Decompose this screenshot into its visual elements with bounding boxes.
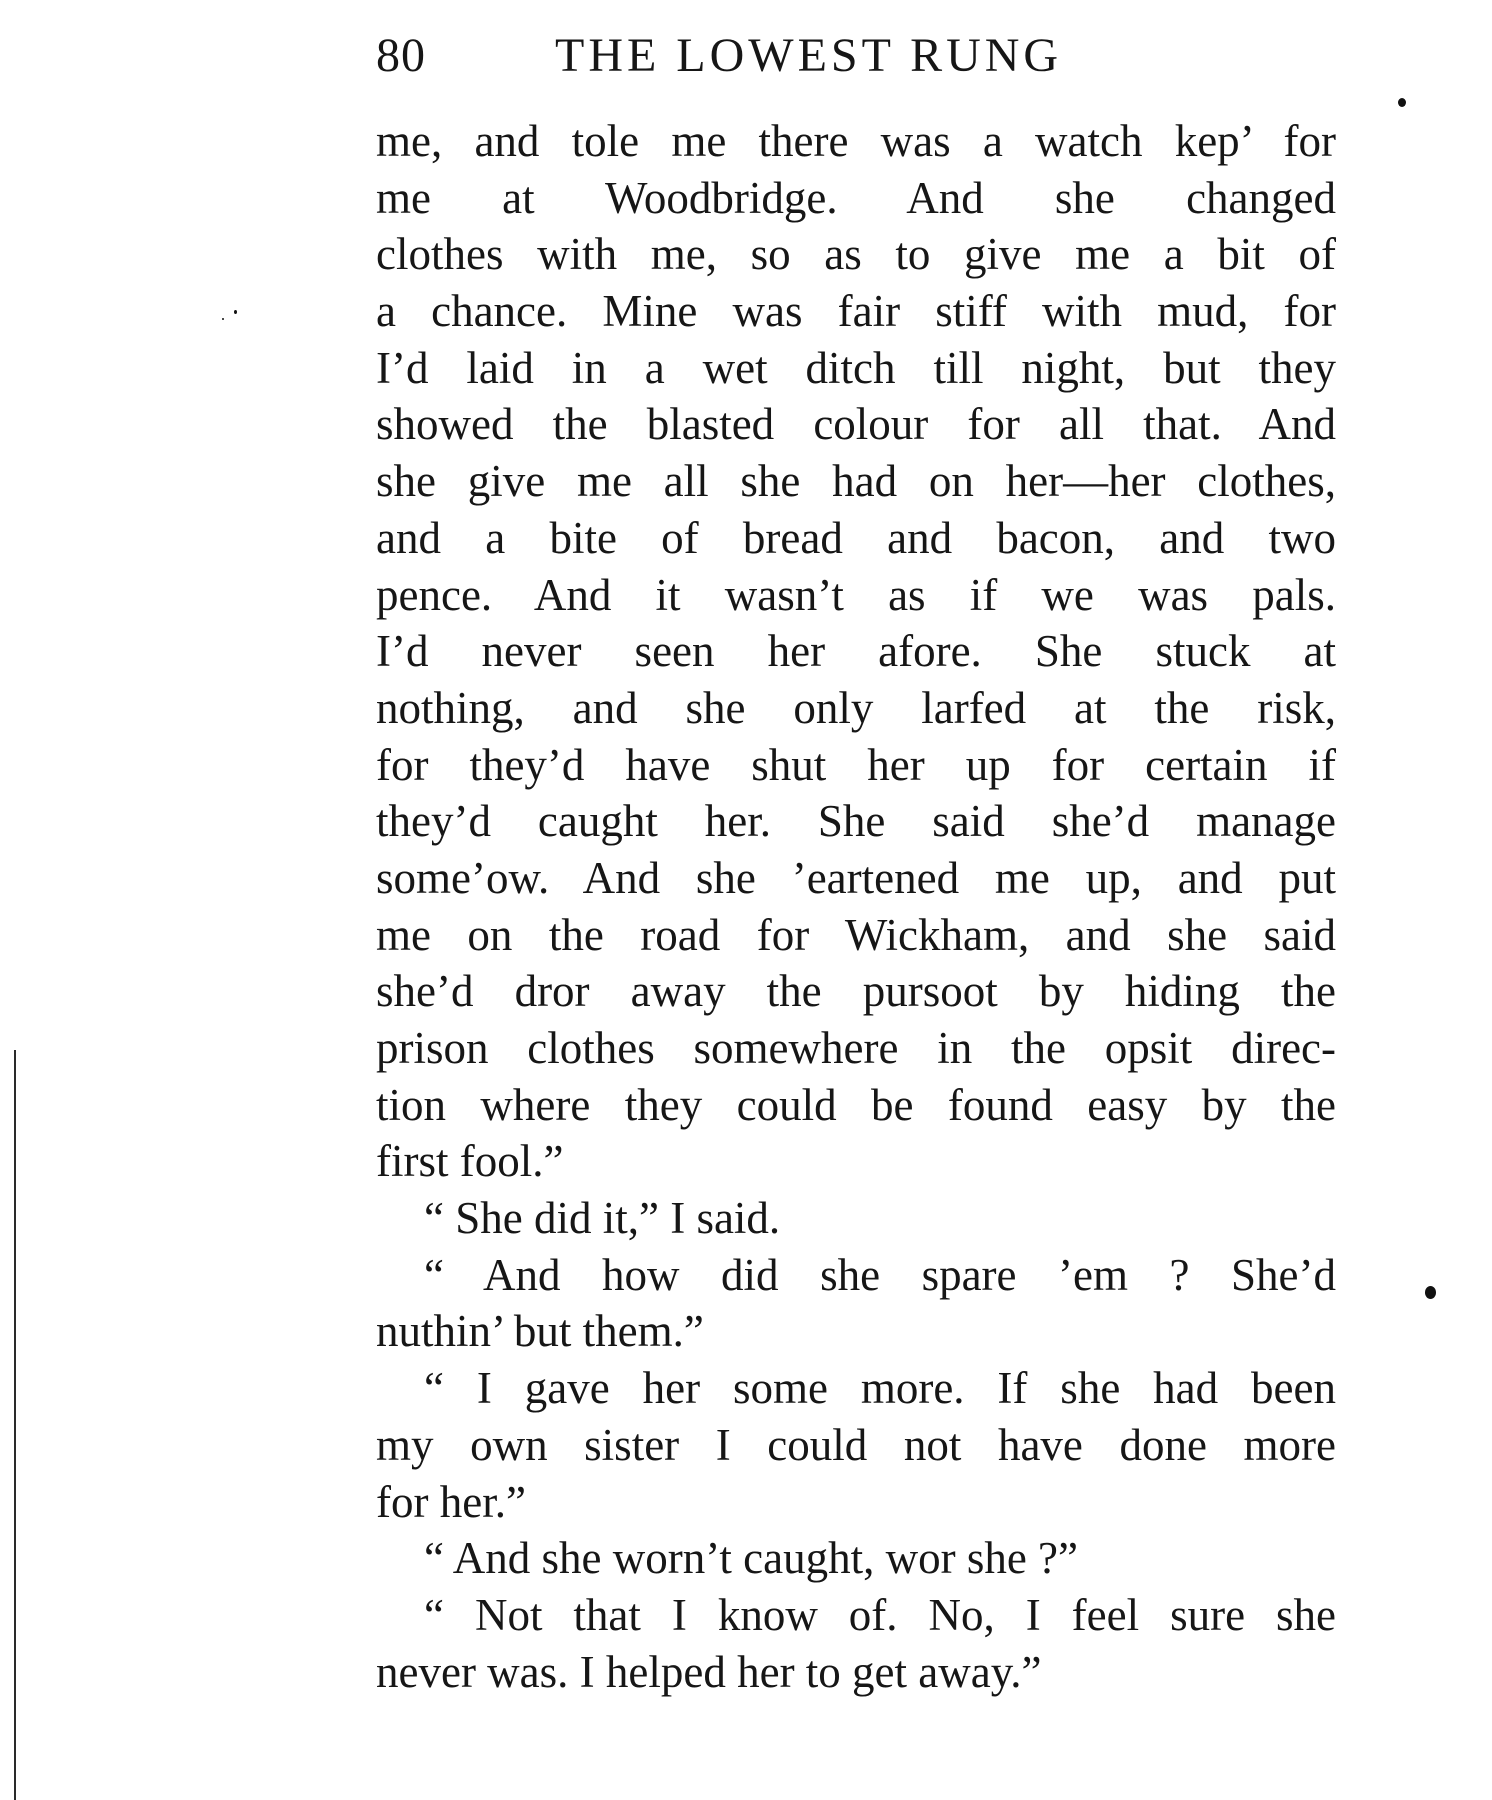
text-line: a chance. Mine was fair stiff with mud, for	[376, 286, 1336, 337]
text-line: clothes with me, so as to give me a bit of	[376, 229, 1336, 280]
gutter-shadow-line	[14, 1050, 16, 1800]
text-line: and a bite of bread and bacon, and two	[376, 512, 1336, 563]
text-line: never was. I helped her to get away.”	[376, 1646, 1042, 1697]
text-line: “ And how did she spare ’em ? She’d	[424, 1249, 1336, 1300]
text-line: for her.”	[376, 1476, 526, 1527]
text-line: I’d laid in a wet ditch till night, but they	[376, 342, 1336, 393]
ink-speck	[222, 318, 224, 320]
text-line: nuthin’ but them.”	[376, 1306, 704, 1357]
text-line: “ Not that I know of. No, I feel sure she	[424, 1589, 1336, 1640]
text-line: they’d caught her. She said she’d manage	[376, 796, 1336, 847]
running-header	[376, 28, 1336, 98]
running-title: THE LOWEST RUNG	[555, 29, 1063, 82]
ink-speck	[234, 310, 237, 314]
text-line: “ And she worn’t caught, wor she ?”	[424, 1533, 1078, 1584]
text-line: showed the blasted colour for all that. And	[376, 399, 1336, 450]
text-line: me, and tole me there was a watch kep’ for	[376, 116, 1336, 166]
text-line: me on the road for Wickham, and she said	[376, 909, 1336, 960]
ink-speck	[1425, 1286, 1436, 1299]
ink-speck	[1398, 98, 1406, 107]
body-text	[376, 113, 1336, 1700]
page-number: 80	[376, 29, 426, 82]
text-line: for they’d have shut her up for certain if	[376, 739, 1336, 790]
text-line: I’d never seen her afore. She stuck at	[376, 626, 1336, 677]
text-line: some’ow. And she ’eartened me up, and put	[376, 852, 1336, 903]
text-line: she’d dror away the pursoot by hiding the	[376, 966, 1336, 1017]
text-line: she give me all she had on her—her clothes,	[376, 456, 1336, 507]
text-line: prison clothes somewhere in the opsit direc-	[376, 1023, 1336, 1073]
text-line: first fool.”	[376, 1136, 564, 1187]
text-line: me at Woodbridge. And she changed	[376, 172, 1336, 223]
text-line: “ She did it,” I said.	[424, 1193, 781, 1244]
text-line: tion where they could be found easy by the	[376, 1079, 1336, 1130]
text-line: “ I gave her some more. If she had been	[424, 1363, 1336, 1414]
text-line: pence. And it wasn’t as if we was pals.	[376, 569, 1336, 620]
text-line: my own sister I could not have done more	[376, 1419, 1336, 1470]
text-line: nothing, and she only larfed at the risk,	[376, 682, 1336, 733]
